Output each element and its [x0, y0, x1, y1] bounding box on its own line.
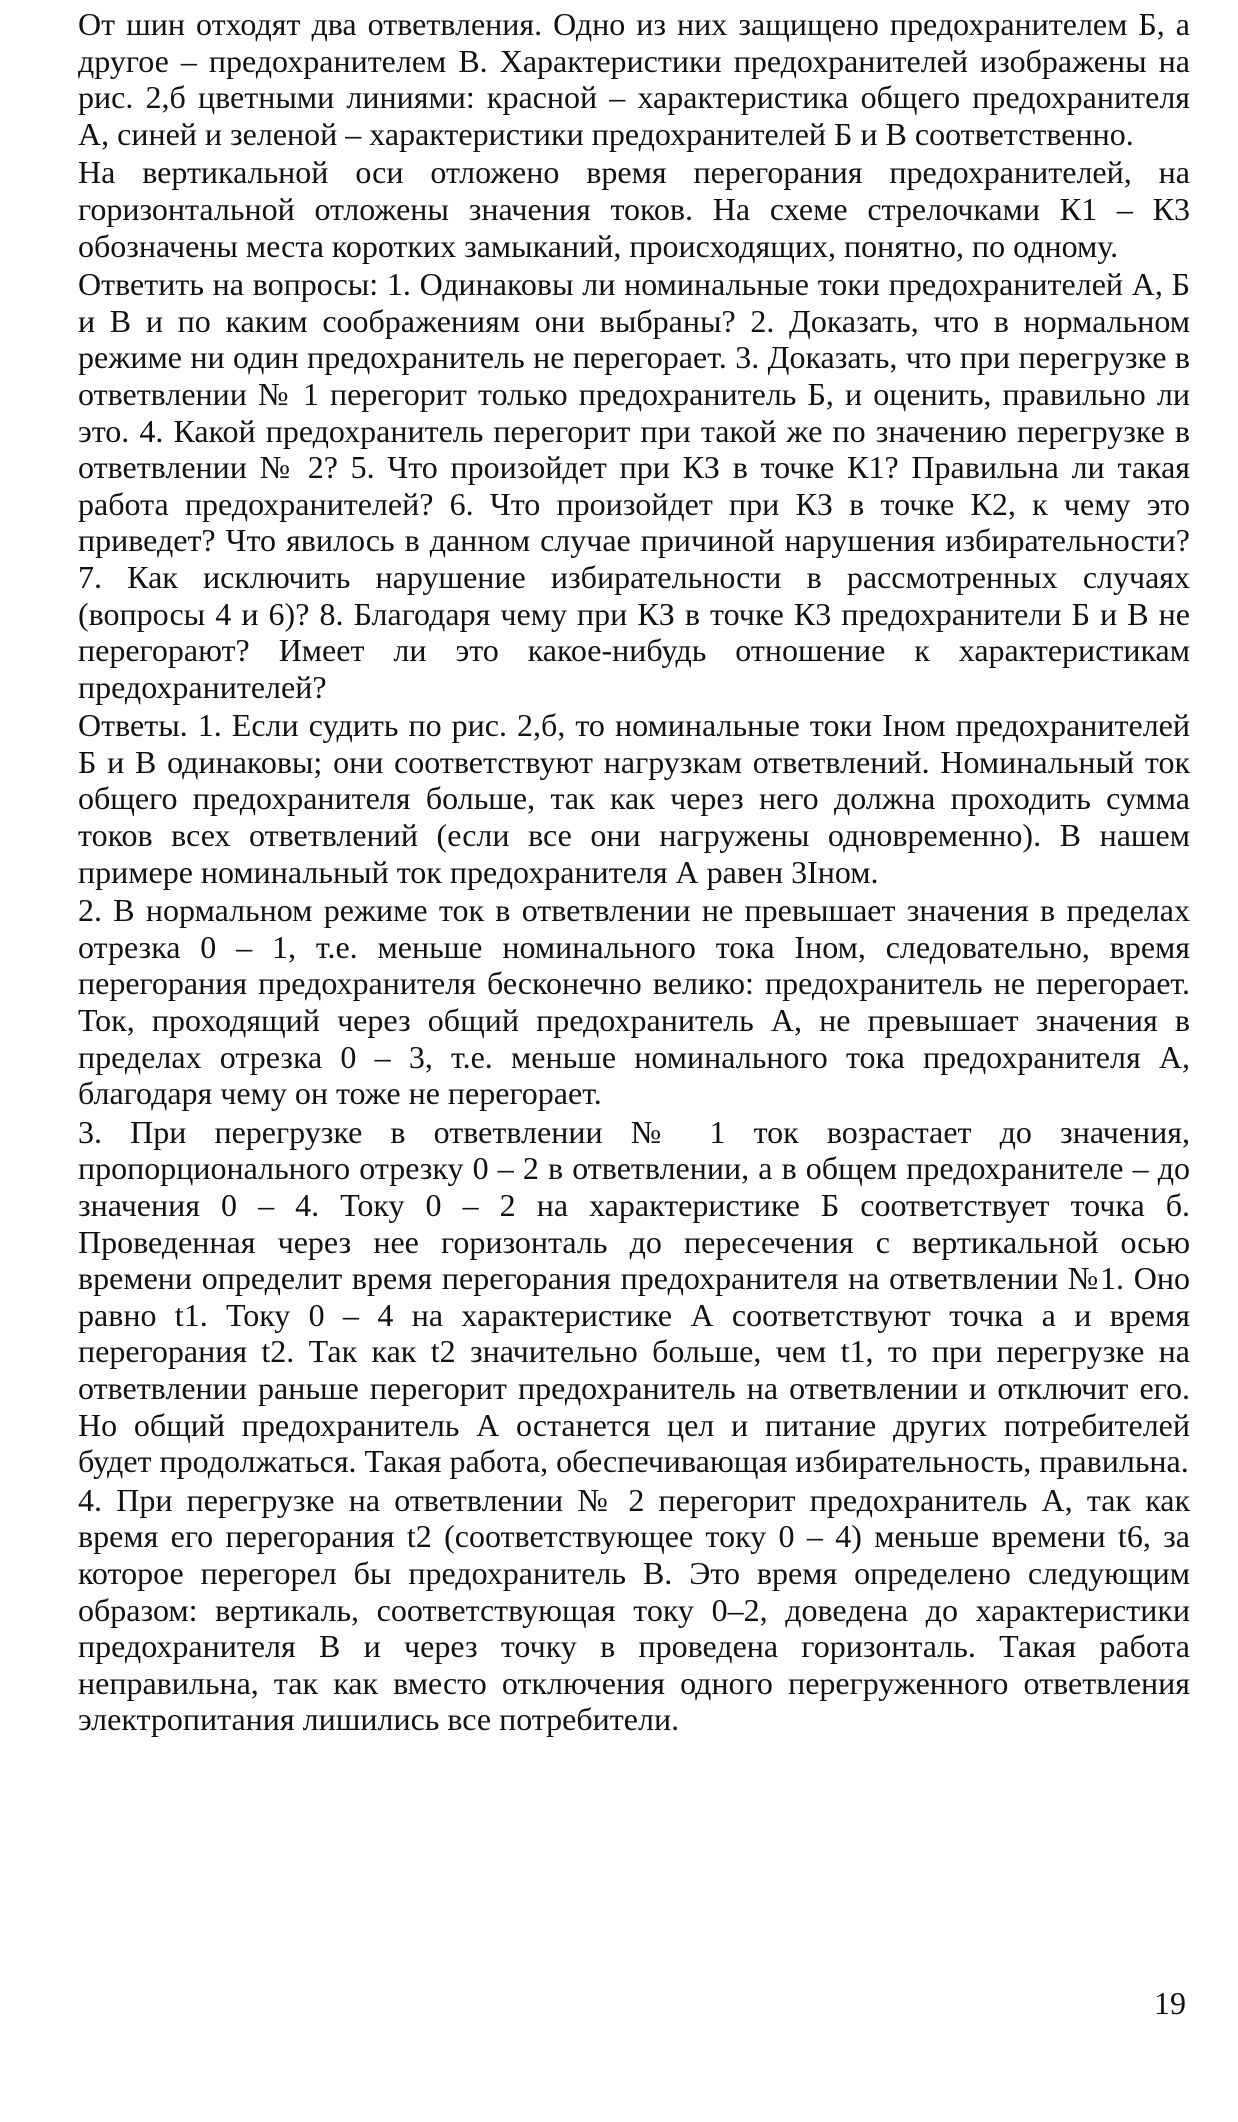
body-text: [78, 6, 1190, 1738]
paragraph-questions: Ответить на вопросы: 1. Одинаковы ли номинальные токи предохранителей А, Б и В и по каким соображениям они выбраны? 2. Доказать, что в нормальном режиме ни один предохранитель не перегорает. 3. Доказать, что при перегрузке в ответвлении № 1 перегорит только предохранитель Б, и оценить, правильно ли это. 4. Какой предохранитель перегорит при такой же по значению перегрузке в ответвлении № 2? 5. Что произойдет при КЗ в точке К1? Правильна ли такая работа предохранителей? 6. Что произойдет при КЗ в точке К2, к чему это приведет? Что явилось в данном случае причиной нарушения избирательности? 7. Как исключить нарушение избирательности в рассмотренных случаях (вопросы 4 и 6)? 8. Благодаря чему при КЗ в точке К3 предохранители Б и В не перегорают? Имеет ли это какое-нибудь отношение к характеристикам предохранителей?: [78, 266, 1190, 705]
paragraph-answer-3: 3. При перегрузке в ответвлении № 1 ток возрастает до значения, пропорционального отрезку 0 – 2 в ответвлении, а в общем предохранителе – до значения 0 – 4. Току 0 – 2 на характеристике Б соответствует точка б. Проведенная через нее горизонталь до пересечения с вертикальной осью времени определит время перегорания предохранителя на ответвлении №1. Оно равно t1. Току 0 – 4 на характеристике А соответствуют точка а и время перегорания t2. Так как t2 значительно больше, чем t1, то при перегрузке на ответвлении раньше перегорит предохранитель на ответвлении и отключит его. Но общий предохранитель А останется цел и питание других потребителей будет продолжаться. Такая работа, обеспечивающая избирательность, правильна.: [78, 1113, 1190, 1480]
paragraph-axes-description: На вертикальной оси отложено время перегорания предохранителей, на горизонтальной отложены значения токов. На схеме стрелочками К1 – К3 обозначены места коротких замыканий, происходящих, понятно, по одному.: [78, 154, 1190, 264]
paragraph-answer-1: Ответы. 1. Если судить по рис. 2,б, то номинальные токи Iном предохранителей Б и В одинаковы; они соответствуют нагрузкам ответвлений. Номинальный ток общего предохранителя больше, так как через него должна проходить сумма токов всех ответвлений (если все они нагружены одновременно). В нашем примере номинальный ток предохранителя А равен 3Iном.: [78, 707, 1190, 890]
page-number: 19: [1154, 1985, 1186, 2021]
paragraph-fuses-description: От шин отходят два ответвления. Одно из них защищено предохранителем Б, а другое – предохранителем В. Характеристики предохранителей изображены на рис. 2,б цветными линиями: красной – характеристика общего предохранителя А, синей и зеленой – характеристики предохранителей Б и В соответственно.: [78, 6, 1190, 152]
paragraph-answer-4: 4. При перегрузке на ответвлении № 2 перегорит предохранитель А, так как время его перегорания t2 (соответствующее току 0 – 4) меньше времени t6, за которое перегорел бы предохранитель В. Это время определено следующим образом: вертикаль, соответствующая току 0–2, доведена до характеристики предохранителя В и через точку в проведена горизонталь. Такая работа неправильна, так как вместо отключения одного перегруженного ответвления электропитания лишились все потребители.: [78, 1481, 1190, 1738]
paragraph-answer-2: 2. В нормальном режиме ток в ответвлении не превышает значения в пределах отрезка 0 – 1, т.е. меньше номинального тока Iном, следовательно, время перегорания предохранителя бесконечно велико: предохранитель не перегорает. Ток, проходящий через общий предохранитель А, не превышает значения в пределах отрезка 0 – 3, т.е. меньше номинального тока предохранителя А, благодаря чему он тоже не перегорает.: [78, 892, 1190, 1112]
